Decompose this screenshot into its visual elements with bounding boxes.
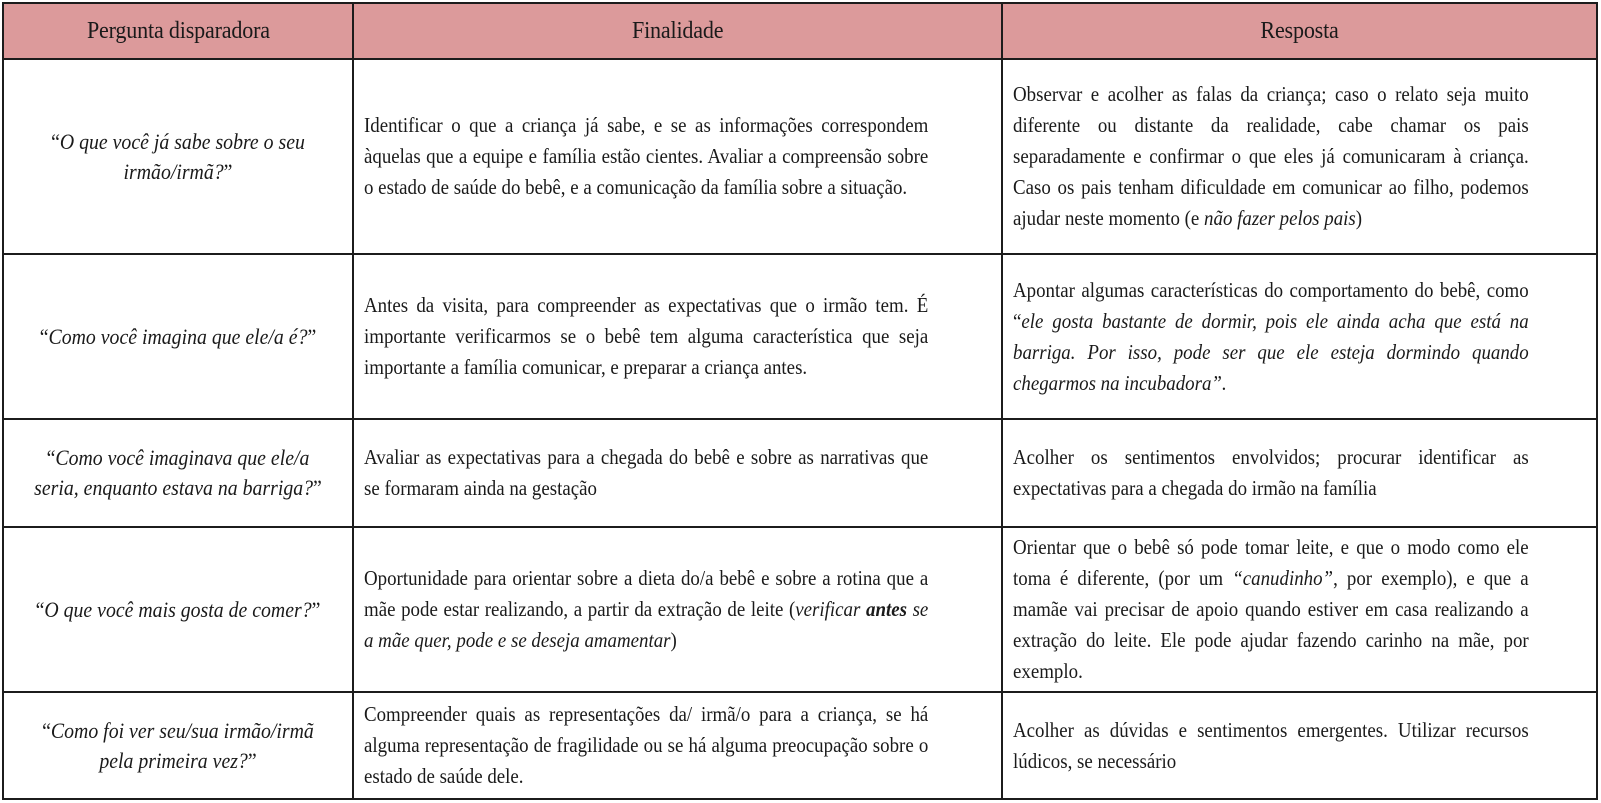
text-segment: Apontar algumas características do comportamento do bebê, como “ [1013,277,1529,333]
text-segment: Como foi ver seu/sua irmão/irmã pela primeira vez? [50,717,314,773]
pergunta-text [30,595,325,625]
cell-pergunta [4,528,354,693]
finalidade-text [364,442,928,504]
text-segment: Identificar o que a criança já sabe, e se as informações correspondem àquelas que a equipe e família estão cientes. Avaliar a compreensão sobre o estado de saúde do bebê, e a comunicação da família sobre a situação. [364,113,929,199]
text-segment: Oportunidade para orientar sobre a dieta do/a bebê e sobre a rotina que a mãe pode estar realizando, a partir da extração de leite ( [364,566,929,621]
text-segment: ” [247,747,257,773]
resposta-text [1013,275,1529,399]
text-segment: O que você mais gosta de comer? [44,596,312,622]
text-segment: Acolher as dúvidas e sentimentos emergentes. Utilizar recursos lúdicos, se necessário [1013,717,1529,773]
cell-pergunta [4,255,354,420]
cell-resposta [1003,255,1596,420]
text-segment: “ [46,445,56,470]
cell-pergunta [4,60,354,255]
cell-resposta [1003,693,1596,798]
text-segment: ele gosta bastante de dormir, pois ele ainda acha que está na barriga. Por isso, pode ser que ele esteja dormindo quando chegarmos na incubadora”. [1013,308,1529,395]
header-label: Finalidade [631,17,724,44]
text-segment: Como você imagina que ele/a é? [48,323,308,349]
text-segment: “ [42,717,51,743]
finalidade-text [364,110,928,203]
text-segment: se a mãe quer, pode e se deseja amamentar [364,597,929,652]
text-segment: verificar [795,597,866,621]
pergunta-text [30,127,325,187]
text-segment: antes [865,597,907,621]
finalidade-text [364,699,928,792]
text-segment: “ [51,128,60,154]
text-segment: “ [39,323,49,349]
pergunta-text [30,443,325,503]
text-segment: “ [35,596,45,622]
header-pergunta-disparadora [4,4,354,60]
cell-resposta [1003,60,1596,255]
finalidade-text [364,563,928,656]
resposta-text [1013,715,1529,777]
cell-resposta [1003,420,1596,528]
pergunta-text [30,322,325,352]
pergunta-text [30,716,325,776]
header-resposta [1003,4,1596,60]
text-segment: O que você já sabe sobre o seu irmão/irmã? [59,128,305,184]
cell-pergunta [4,420,354,528]
cell-finalidade [354,693,1003,798]
text-segment: ) [670,628,677,652]
text-segment: Orientar que o bebê só pode tomar leite, e que o modo como ele toma é diferente, (por um [1013,535,1529,590]
resposta-text [1013,532,1529,687]
text-segment: Compreender quais as representações da/ irmã/o para a criança, se há alguma representação de fragilidade ou se há alguma preocupação sobre o estado de saúde dele. [364,702,929,788]
header-finalidade [354,4,1003,60]
text-segment: Antes da visita, para compreender as expectativas que o irmão tem. É importante verificarmos se o bebê tem alguma característica que seja importante a família comunicar, e preparar a criança antes. [364,293,929,379]
text-segment: Acolher os sentimentos envolvidos; procurar identificar as expectativas para a chegada do irmão na família [1013,445,1529,500]
text-segment: ” [307,323,317,349]
text-segment: ” [223,158,233,184]
text-segment: Como você imaginava que ele/a seria, enquanto estava na barriga? [34,445,314,500]
text-segment: Avaliar as expectativas para a chegada do bebê e sobre as narrativas que se formaram ainda na gestação [364,445,929,500]
cell-finalidade [354,60,1003,255]
text-segment: ) [1355,206,1363,230]
text-segment: Observar e acolher as falas da criança; caso o relato seja muito diferente ou distante da realidade, cabe chamar os pais separadamente e confirmar o que eles já comunicaram à criança. Caso os pais tenham dificuldade em comunicar ao filho, podemos ajudar neste momento (e [1013,82,1529,230]
text-segment: ” [313,475,322,500]
text-segment: , por exemplo), e que a mamãe vai precisar de apoio quando estiver em casa realizando a extração do leite. Ele pode ajudar fazendo carinho na mãe, por exemplo. [1013,566,1529,683]
cell-pergunta [4,693,354,798]
header-label: Resposta [1260,17,1339,44]
cell-resposta [1003,528,1596,693]
text-segment: não fazer pelos pais [1204,206,1356,230]
guide-table [2,2,1598,800]
finalidade-text [364,290,928,383]
cell-finalidade [354,255,1003,420]
resposta-text [1013,79,1529,234]
cell-finalidade [354,528,1003,693]
header-label: Pergunta disparadora [86,17,270,44]
resposta-text [1013,442,1529,504]
text-segment: “canudinho” [1232,566,1334,590]
text-segment: ” [311,596,321,622]
cell-finalidade [354,420,1003,528]
